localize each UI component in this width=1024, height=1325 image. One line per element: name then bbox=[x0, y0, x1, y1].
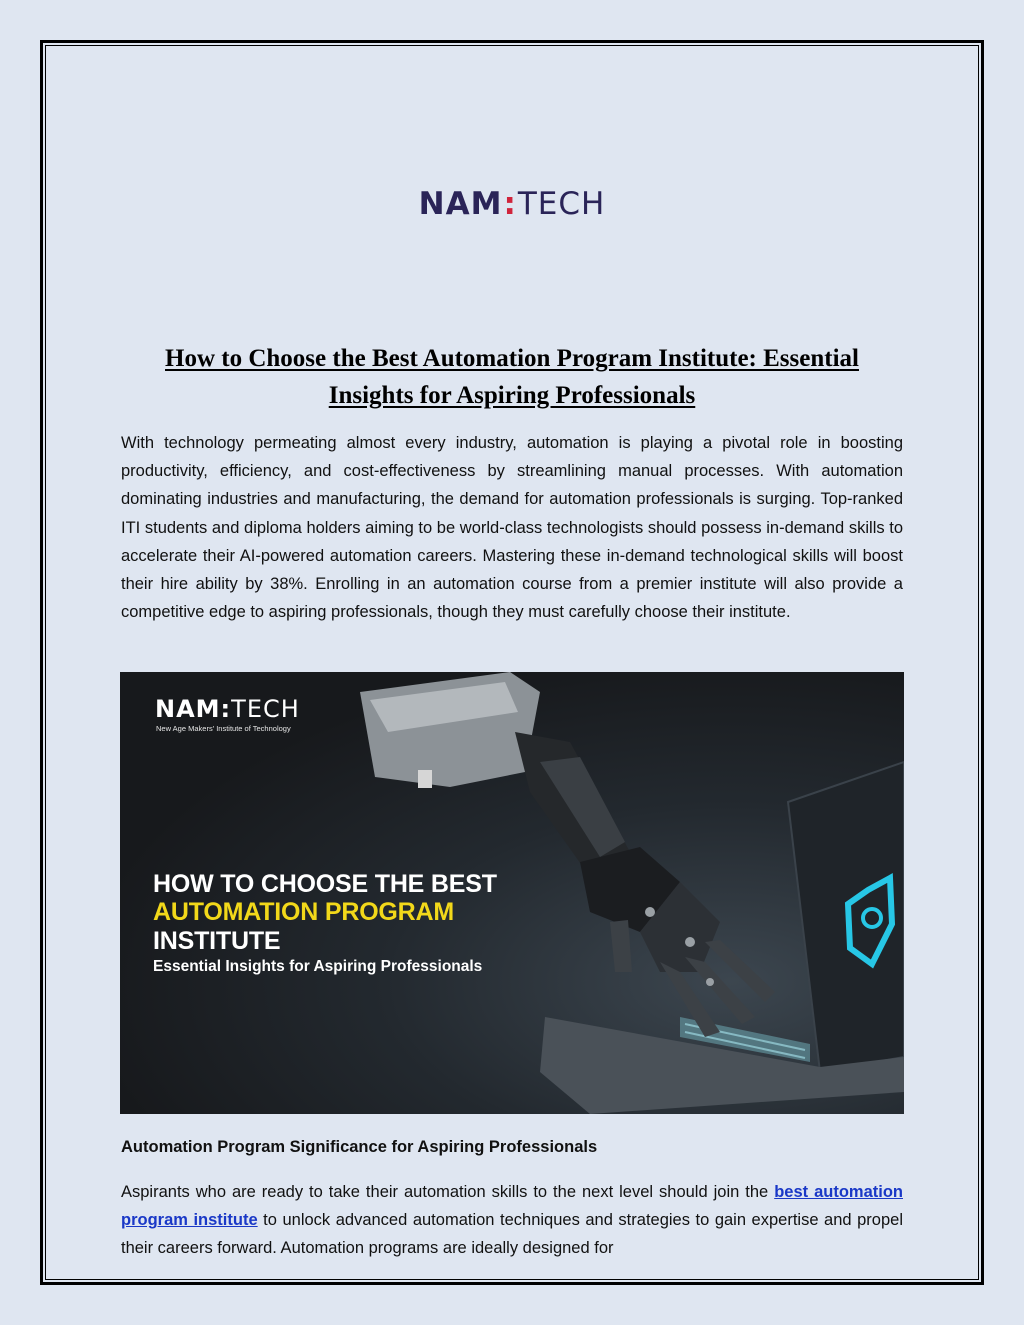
logo-suffix: TECH bbox=[517, 186, 606, 222]
document-title: How to Choose the Best Automation Program Institute: Essential Insights for Aspiring Professionals bbox=[165, 345, 859, 409]
banner-logo-brand: NAM bbox=[155, 695, 221, 723]
article-banner-image bbox=[120, 672, 904, 1114]
banner-logo-separator: : bbox=[220, 695, 232, 723]
section-paragraph-start: Aspirants who are ready to take their automation skills to the next level should join the bbox=[121, 1183, 775, 1201]
banner-subtitle: Essential Insights for Aspiring Professionals bbox=[153, 958, 483, 975]
intro-paragraph: With technology permeating almost every industry, automation is playing a pivotal role in boosting productivity, efficiency, and cost-effectiveness by streamlining manual processes. With automation dominating industries and manufacturing, the demand for automation professionals is surging. Top-ranked ITI students and diploma holders aiming to be world-class technologists should possess in-demand skills to accelerate their AI-powered automation careers. Mastering these in-demand technological skills will boost their hire ability by 38%. Enrolling in an automation course from a premier institute will also provide a competitive edge to aspiring professionals, though they must carefully choose their institute. bbox=[121, 434, 903, 622]
section-paragraph-end: to unlock advanced automation techniques and strategies to gain expertise and propel their careers forward. Automation programs are ideally designed for bbox=[121, 1211, 903, 1258]
banner-headline-line3: INSTITUTE bbox=[153, 927, 281, 955]
best-automation-program-institute-link[interactable]: best automation program institute bbox=[121, 1183, 903, 1230]
banner-logo bbox=[155, 694, 300, 724]
namtech-logo bbox=[0, 182, 1024, 226]
banner-logo-suffix: TECH bbox=[231, 695, 300, 723]
logo-brand: NAM bbox=[418, 186, 503, 222]
section-heading: Automation Program Significance for Aspiring Professionals bbox=[121, 1138, 598, 1156]
banner-headline-line2: AUTOMATION PROGRAM bbox=[153, 898, 455, 926]
section-paragraph bbox=[121, 1178, 903, 1263]
banner-tagline: New Age Makers' Institute of Technology bbox=[156, 724, 291, 733]
banner-headline-line1: HOW TO CHOOSE THE BEST bbox=[153, 870, 497, 898]
logo-separator: : bbox=[503, 186, 517, 222]
